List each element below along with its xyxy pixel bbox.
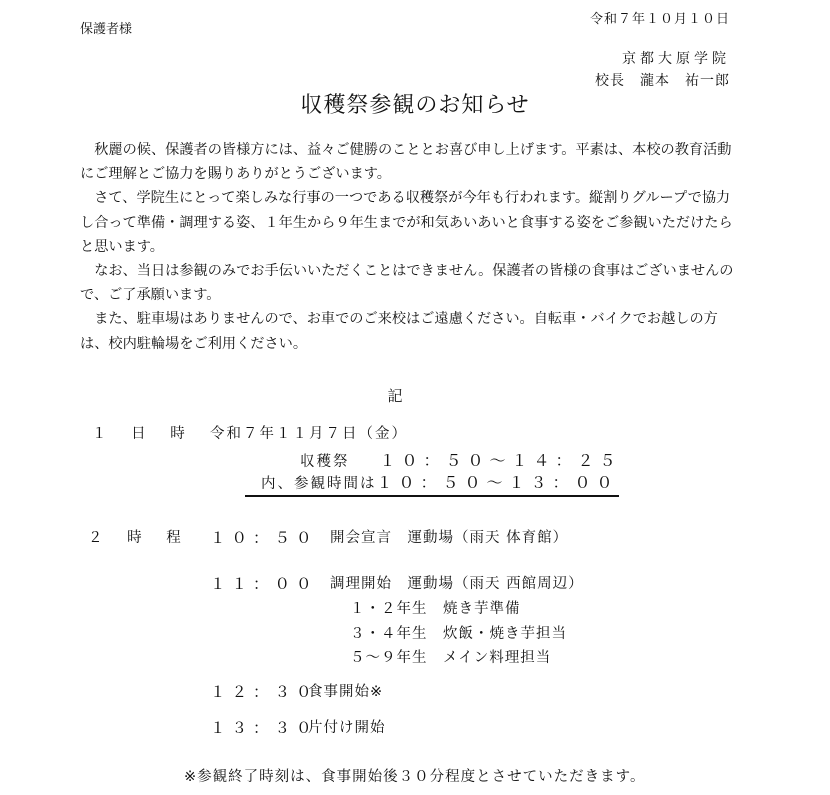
section2-label: ２ 時 程 <box>88 530 191 546</box>
schedule-detail: ５～９年生 メイン料理担当 <box>350 650 552 666</box>
principal-name: 校長 瀧本 祐一郎 <box>595 73 730 89</box>
festival-time-row <box>300 448 622 471</box>
paragraph-event: さて、学院生にとって楽しみな行事の一つである収穫祭が今年も行われます。縦割りグループで協力し合って準備・調理する姿、１年生から９年生までが和気あいあいと食事する姿をご参観いただけたらと思います。 <box>80 190 733 255</box>
schedule-detail: ３・４年生 炊飯・焼き芋担当 <box>350 626 567 642</box>
festival-time: １０：５０～１４：２５ <box>379 451 622 470</box>
schedule-event: 調理開始 運動場（雨天 西館周辺） <box>330 576 584 592</box>
addressee: 保護者様 <box>80 22 133 37</box>
section1-label: １ 日 時 <box>92 426 195 442</box>
issue-date: 令和７年１０月１０日 <box>589 12 730 27</box>
schedule-detail: １・２年生 焼き芋準備 <box>350 601 521 617</box>
paragraph-greeting: 秋麗の候、保護者の皆様方には、益々ご健勝のこととお喜び申し上げます。平素は、本校の教育活動にご理解とご協力を賜りありがとうございます。 <box>80 142 732 183</box>
section1-date: 令和７年１１月７日（金） <box>210 426 408 442</box>
schedule-item <box>210 680 318 702</box>
festival-label: 収穫祭 <box>300 454 350 470</box>
viewing-time: １０：５０～１３：００ <box>376 473 619 492</box>
schedule-item <box>210 526 318 548</box>
schedule-time: １０：５０ <box>210 529 318 547</box>
ki-heading: 記 <box>387 387 403 405</box>
schedule-time: １１：００ <box>210 575 318 593</box>
schedule-event: 片付け開始 <box>308 720 386 736</box>
footnote: ※参観終了時刻は、食事開始後３０分程度とさせていただきます。 <box>184 769 646 785</box>
body-text <box>80 138 740 356</box>
schedule-time: １３：３０ <box>210 719 318 737</box>
school-name: 京都大原学院 <box>622 51 730 67</box>
schedule-event: 開会宣言 運動場（雨天 体育館） <box>330 530 569 546</box>
schedule-item <box>210 572 318 594</box>
paragraph-notice: なお、当日は参観のみでお手伝いいただくことはできません。保護者の皆様の食事はございませんので、ご了承願います。 <box>80 263 734 304</box>
viewing-label: 内、参観時間は <box>261 476 377 492</box>
schedule-event: 食事開始※ <box>308 684 384 700</box>
schedule-time: １２：３０ <box>210 683 318 701</box>
paragraph-parking: また、駐車場はありませんので、お車でのご来校はご遠慮ください。自転車・バイクでお越しの方は、校内駐輪場をご利用ください。 <box>80 311 718 352</box>
document-title: 収穫祭参観のお知らせ <box>300 93 530 118</box>
viewing-time-row <box>245 470 619 497</box>
schedule-item <box>210 716 318 738</box>
